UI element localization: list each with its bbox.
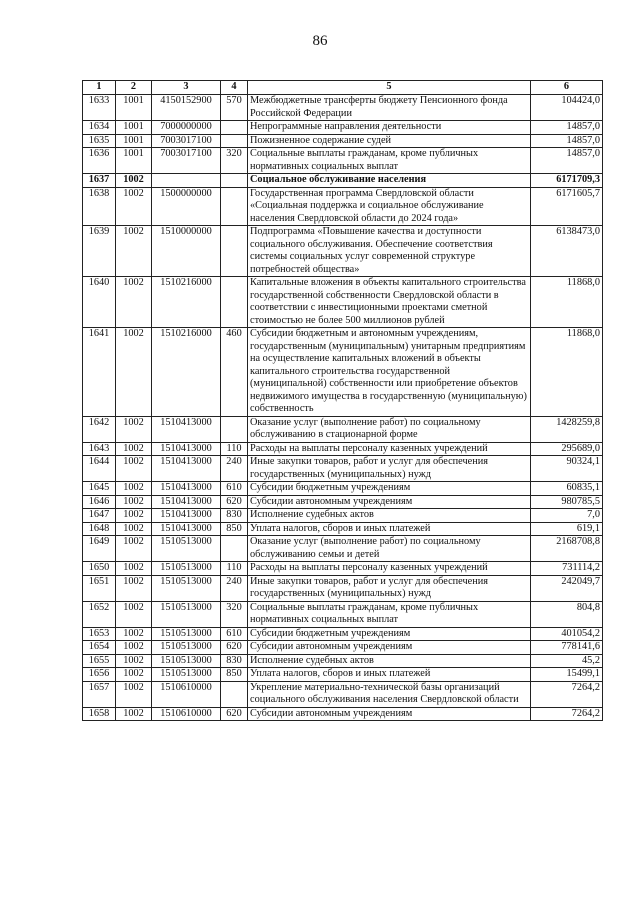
item-name-cell: Оказание услуг (выполнение работ) по социальному обслуживанию семьи и детей xyxy=(248,536,531,562)
target-code-cell: 1510513000 xyxy=(152,575,221,601)
amount-cell: 6171709,3 xyxy=(531,174,603,188)
expense-type-cell: 320 xyxy=(221,148,248,174)
row-number-cell: 1653 xyxy=(83,627,116,641)
table-row xyxy=(83,575,603,601)
row-number-cell: 1637 xyxy=(83,174,116,188)
section-code-cell: 1001 xyxy=(116,148,152,174)
target-code-cell: 1510513000 xyxy=(152,668,221,682)
row-number-cell: 1651 xyxy=(83,575,116,601)
target-code-cell: 1510513000 xyxy=(152,627,221,641)
expense-type-cell: 460 xyxy=(221,328,248,417)
row-number-cell: 1635 xyxy=(83,134,116,148)
target-code-cell: 1510216000 xyxy=(152,328,221,417)
item-name-cell: Субсидии автономным учреждениям xyxy=(248,641,531,655)
table-row xyxy=(83,174,603,188)
section-code-cell: 1001 xyxy=(116,121,152,135)
target-code-cell: 1510513000 xyxy=(152,562,221,576)
row-number-cell: 1636 xyxy=(83,148,116,174)
expense-type-cell: 240 xyxy=(221,575,248,601)
target-code-cell: 1510413000 xyxy=(152,522,221,536)
table-row xyxy=(83,187,603,226)
item-name-cell: Социальные выплаты гражданам, кроме публичных нормативных социальных выплат xyxy=(248,148,531,174)
expense-type-cell xyxy=(221,121,248,135)
item-name-cell: Исполнение судебных актов xyxy=(248,654,531,668)
col-header-2: 2 xyxy=(116,81,152,95)
row-number-cell: 1643 xyxy=(83,442,116,456)
target-code-cell: 1510610000 xyxy=(152,707,221,721)
section-code-cell: 1002 xyxy=(116,668,152,682)
amount-cell: 60835,1 xyxy=(531,482,603,496)
table-row xyxy=(83,442,603,456)
amount-cell: 11868,0 xyxy=(531,328,603,417)
item-name-cell: Исполнение судебных актов xyxy=(248,509,531,523)
section-code-cell: 1002 xyxy=(116,654,152,668)
target-code-cell: 1510513000 xyxy=(152,536,221,562)
section-code-cell: 1002 xyxy=(116,416,152,442)
section-code-cell: 1002 xyxy=(116,536,152,562)
row-number-cell: 1650 xyxy=(83,562,116,576)
section-code-cell: 1002 xyxy=(116,509,152,523)
col-header-3: 3 xyxy=(152,81,221,95)
section-code-cell: 1002 xyxy=(116,522,152,536)
table-row xyxy=(83,562,603,576)
expense-type-cell xyxy=(221,416,248,442)
target-code-cell: 1510413000 xyxy=(152,482,221,496)
amount-cell: 619,1 xyxy=(531,522,603,536)
item-name-cell: Субсидии бюджетным учреждениям xyxy=(248,482,531,496)
row-number-cell: 1647 xyxy=(83,509,116,523)
target-code-cell: 1510216000 xyxy=(152,277,221,328)
expense-type-cell: 570 xyxy=(221,95,248,121)
amount-cell: 15499,1 xyxy=(531,668,603,682)
item-name-cell: Субсидии бюджетным и автономным учреждениям, государственным (муниципальным) унитарным предприятиям на осуществление капитальных вложений в объекты капитального строительства государственной (муниципальной) собственности или приобретение объектов недвижимого имущества в государственную (муниципальную) собственность xyxy=(248,328,531,417)
table-row xyxy=(83,226,603,277)
item-name-cell: Иные закупки товаров, работ и услуг для обеспечения государственных (муниципальных) нужд xyxy=(248,456,531,482)
table-row xyxy=(83,95,603,121)
amount-cell: 731114,2 xyxy=(531,562,603,576)
item-name-cell: Субсидии бюджетным учреждениям xyxy=(248,627,531,641)
expense-type-cell xyxy=(221,134,248,148)
header-row xyxy=(83,81,603,95)
target-code-cell: 7003017100 xyxy=(152,134,221,148)
target-code-cell: 1510000000 xyxy=(152,226,221,277)
item-name-cell: Уплата налогов, сборов и иных платежей xyxy=(248,668,531,682)
item-name-cell: Социальное обслуживание населения xyxy=(248,174,531,188)
amount-cell: 104424,0 xyxy=(531,95,603,121)
target-code-cell: 1510413000 xyxy=(152,456,221,482)
row-number-cell: 1638 xyxy=(83,187,116,226)
amount-cell: 242049,7 xyxy=(531,575,603,601)
table-row xyxy=(83,416,603,442)
section-code-cell: 1002 xyxy=(116,495,152,509)
expense-type-cell: 830 xyxy=(221,509,248,523)
row-number-cell: 1649 xyxy=(83,536,116,562)
target-code-cell: 1510513000 xyxy=(152,641,221,655)
table-row xyxy=(83,495,603,509)
target-code-cell: 1510513000 xyxy=(152,654,221,668)
amount-cell: 14857,0 xyxy=(531,121,603,135)
expense-type-cell xyxy=(221,174,248,188)
col-header-1: 1 xyxy=(83,81,116,95)
row-number-cell: 1645 xyxy=(83,482,116,496)
target-code-cell: 7003017100 xyxy=(152,148,221,174)
section-code-cell: 1002 xyxy=(116,187,152,226)
target-code-cell xyxy=(152,174,221,188)
row-number-cell: 1646 xyxy=(83,495,116,509)
amount-cell: 778141,6 xyxy=(531,641,603,655)
target-code-cell: 1510513000 xyxy=(152,601,221,627)
expense-type-cell xyxy=(221,187,248,226)
expense-type-cell: 830 xyxy=(221,654,248,668)
col-header-4: 4 xyxy=(221,81,248,95)
row-number-cell: 1642 xyxy=(83,416,116,442)
amount-cell: 90324,1 xyxy=(531,456,603,482)
section-code-cell: 1002 xyxy=(116,681,152,707)
table-row xyxy=(83,536,603,562)
table-row xyxy=(83,134,603,148)
item-name-cell: Непрограммные направления деятельности xyxy=(248,121,531,135)
expense-type-cell: 850 xyxy=(221,668,248,682)
expense-type-cell: 240 xyxy=(221,456,248,482)
table-row xyxy=(83,654,603,668)
col-header-5: 5 xyxy=(248,81,531,95)
amount-cell: 6171605,7 xyxy=(531,187,603,226)
section-code-cell: 1002 xyxy=(116,562,152,576)
item-name-cell: Государственная программа Свердловской области «Социальная поддержка и социальное обслуживание населения Свердловской области до 2024 года» xyxy=(248,187,531,226)
amount-cell: 7264,2 xyxy=(531,681,603,707)
section-code-cell: 1002 xyxy=(116,641,152,655)
expense-type-cell: 110 xyxy=(221,562,248,576)
section-code-cell: 1002 xyxy=(116,627,152,641)
expense-type-cell: 850 xyxy=(221,522,248,536)
section-code-cell: 1002 xyxy=(116,575,152,601)
item-name-cell: Иные закупки товаров, работ и услуг для обеспечения государственных (муниципальных) нужд xyxy=(248,575,531,601)
item-name-cell: Оказание услуг (выполнение работ) по социальному обслуживанию в стационарной форме xyxy=(248,416,531,442)
expense-type-cell: 620 xyxy=(221,641,248,655)
section-code-cell: 1001 xyxy=(116,134,152,148)
item-name-cell: Субсидии автономным учреждениям xyxy=(248,707,531,721)
table-row xyxy=(83,522,603,536)
row-number-cell: 1640 xyxy=(83,277,116,328)
table-row xyxy=(83,681,603,707)
expense-type-cell: 320 xyxy=(221,601,248,627)
item-name-cell: Укрепление материально-технической базы организаций социального обслуживания населения Свердловской области xyxy=(248,681,531,707)
amount-cell: 980785,5 xyxy=(531,495,603,509)
target-code-cell: 1510413000 xyxy=(152,495,221,509)
amount-cell: 7264,2 xyxy=(531,707,603,721)
section-code-cell: 1002 xyxy=(116,277,152,328)
row-number-cell: 1634 xyxy=(83,121,116,135)
table-row xyxy=(83,601,603,627)
section-code-cell: 1002 xyxy=(116,456,152,482)
target-code-cell: 4150152900 xyxy=(152,95,221,121)
row-number-cell: 1648 xyxy=(83,522,116,536)
budget-table xyxy=(82,80,603,721)
table-row xyxy=(83,707,603,721)
expense-type-cell: 620 xyxy=(221,495,248,509)
amount-cell: 14857,0 xyxy=(531,134,603,148)
amount-cell: 401054,2 xyxy=(531,627,603,641)
item-name-cell: Межбюджетные трансферты бюджету Пенсионного фонда Российской Федерации xyxy=(248,95,531,121)
table-row xyxy=(83,509,603,523)
amount-cell: 45,2 xyxy=(531,654,603,668)
expense-type-cell xyxy=(221,277,248,328)
section-code-cell: 1002 xyxy=(116,601,152,627)
target-code-cell: 1510610000 xyxy=(152,681,221,707)
table-row xyxy=(83,456,603,482)
section-code-cell: 1002 xyxy=(116,482,152,496)
item-name-cell: Пожизненное содержание судей xyxy=(248,134,531,148)
row-number-cell: 1658 xyxy=(83,707,116,721)
table-row xyxy=(83,668,603,682)
target-code-cell: 1500000000 xyxy=(152,187,221,226)
amount-cell: 7,0 xyxy=(531,509,603,523)
expense-type-cell: 110 xyxy=(221,442,248,456)
row-number-cell: 1644 xyxy=(83,456,116,482)
row-number-cell: 1657 xyxy=(83,681,116,707)
row-number-cell: 1633 xyxy=(83,95,116,121)
target-code-cell: 1510413000 xyxy=(152,509,221,523)
expense-type-cell: 610 xyxy=(221,627,248,641)
amount-cell: 6138473,0 xyxy=(531,226,603,277)
col-header-6: 6 xyxy=(531,81,603,95)
table-row xyxy=(83,277,603,328)
expense-type-cell: 620 xyxy=(221,707,248,721)
section-code-cell: 1002 xyxy=(116,174,152,188)
section-code-cell: 1002 xyxy=(116,707,152,721)
table-row xyxy=(83,482,603,496)
item-name-cell: Уплата налогов, сборов и иных платежей xyxy=(248,522,531,536)
expense-type-cell xyxy=(221,536,248,562)
expense-type-cell xyxy=(221,681,248,707)
table-body xyxy=(83,95,603,721)
row-number-cell: 1656 xyxy=(83,668,116,682)
section-code-cell: 1002 xyxy=(116,226,152,277)
expense-type-cell: 610 xyxy=(221,482,248,496)
amount-cell: 2168708,8 xyxy=(531,536,603,562)
table-row xyxy=(83,148,603,174)
target-code-cell: 1510413000 xyxy=(152,416,221,442)
item-name-cell: Социальные выплаты гражданам, кроме публичных нормативных социальных выплат xyxy=(248,601,531,627)
amount-cell: 804,8 xyxy=(531,601,603,627)
target-code-cell: 7000000000 xyxy=(152,121,221,135)
table-row xyxy=(83,328,603,417)
amount-cell: 1428259,8 xyxy=(531,416,603,442)
item-name-cell: Субсидии автономным учреждениям xyxy=(248,495,531,509)
item-name-cell: Расходы на выплаты персоналу казенных учреждений xyxy=(248,442,531,456)
table-row xyxy=(83,641,603,655)
target-code-cell: 1510413000 xyxy=(152,442,221,456)
row-number-cell: 1641 xyxy=(83,328,116,417)
item-name-cell: Подпрограмма «Повышение качества и доступности социального обслуживания. Обеспечение соответствия системы социальных услуг современной структуре потребностей общества» xyxy=(248,226,531,277)
item-name-cell: Капитальные вложения в объекты капитального строительства государственной собственности Свердловской области в соответствии с инвестиционными проектами сметной стоимостью не более 500 миллионов рублей xyxy=(248,277,531,328)
table-row xyxy=(83,627,603,641)
table-row xyxy=(83,121,603,135)
row-number-cell: 1652 xyxy=(83,601,116,627)
item-name-cell: Расходы на выплаты персоналу казенных учреждений xyxy=(248,562,531,576)
row-number-cell: 1639 xyxy=(83,226,116,277)
expense-type-cell xyxy=(221,226,248,277)
amount-cell: 11868,0 xyxy=(531,277,603,328)
page-number: 86 xyxy=(312,33,328,49)
amount-cell: 14857,0 xyxy=(531,148,603,174)
section-code-cell: 1001 xyxy=(116,95,152,121)
section-code-cell: 1002 xyxy=(116,328,152,417)
row-number-cell: 1654 xyxy=(83,641,116,655)
amount-cell: 295689,0 xyxy=(531,442,603,456)
section-code-cell: 1002 xyxy=(116,442,152,456)
row-number-cell: 1655 xyxy=(83,654,116,668)
